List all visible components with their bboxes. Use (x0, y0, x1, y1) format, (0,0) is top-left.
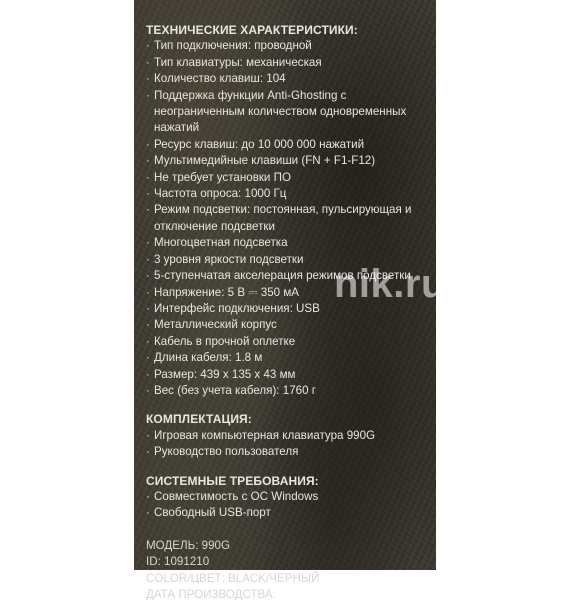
specs-item: · Металлический корпус (146, 317, 430, 333)
spec-content (146, 22, 430, 603)
specs-item: · Количество клавиш: 104 (146, 71, 430, 87)
specs-item: · 3 уровня яркости подсветки (146, 252, 430, 268)
specs-item: · Напряжение: 5 В ⎓ 350 мА (146, 285, 430, 301)
specs-item: · Размер: 439 x 135 x 43 мм (146, 367, 430, 383)
color-label: COLOR/ЦВЕТ: BLACK/ЧЕРНЫЙ (146, 571, 320, 585)
specs-item: · Кабель в прочной оплетке (146, 334, 430, 350)
specs-item: · Тип клавиатуры: механическая (146, 55, 430, 71)
specs-heading: ТЕХНИЧЕСКИЕ ХАРАКТЕРИСТИКИ: (146, 23, 358, 37)
package-heading: КОМПЛЕКТАЦИЯ: (146, 412, 252, 427)
package-list (146, 428, 430, 461)
specs-item: · Режим подсветки: постоянная, пульсирующая и отключение подсветки (146, 202, 430, 235)
specs-item: · Длина кабеля: 1.8 м (146, 350, 430, 366)
id-label: ID: 1091210 (146, 555, 210, 569)
production-date-label: ДАТА ПРОИЗВОДСТВА: (146, 588, 276, 601)
requirements-item: · Совместимость с ОС Windows (146, 489, 430, 505)
specs-item: · Тип подключения: проводной (146, 38, 430, 54)
specs-item: · Не требует установки ПО (146, 170, 430, 186)
package-item: · Игровая компьютерная клавиатура 990G (146, 428, 430, 444)
specs-item: · Вес (без учета кабеля): 1760 г (146, 383, 430, 399)
specs-item: · Многоцветная подсветка (146, 235, 430, 251)
specs-item: · Интерфейс подключения: USB (146, 301, 430, 317)
watermark: nik.ru (334, 262, 446, 306)
specs-item: · Поддержка функции Anti-Ghosting с неограниченным количеством одновременных нажатий (146, 88, 430, 137)
model-label: МОДЕЛЬ: 990G (146, 538, 231, 552)
package-item: · Руководство пользователя (146, 444, 430, 460)
specs-list (146, 38, 430, 399)
specs-item: · 5-ступенчатая акселерация режимов подсветки (146, 268, 430, 284)
requirements-heading: СИСТЕМНЫЕ ТРЕБОВАНИЯ: (146, 473, 319, 488)
requirements-list (146, 489, 430, 522)
requirements-item: · Свободный USB-порт (146, 505, 430, 521)
specs-item: · Частота опроса: 1000 Гц (146, 186, 430, 202)
specs-item: · Ресурс клавиш: до 10 000 000 нажатий (146, 137, 430, 153)
specs-item: · Мультимедийные клавиши (FN + F1-F12) (146, 153, 430, 169)
